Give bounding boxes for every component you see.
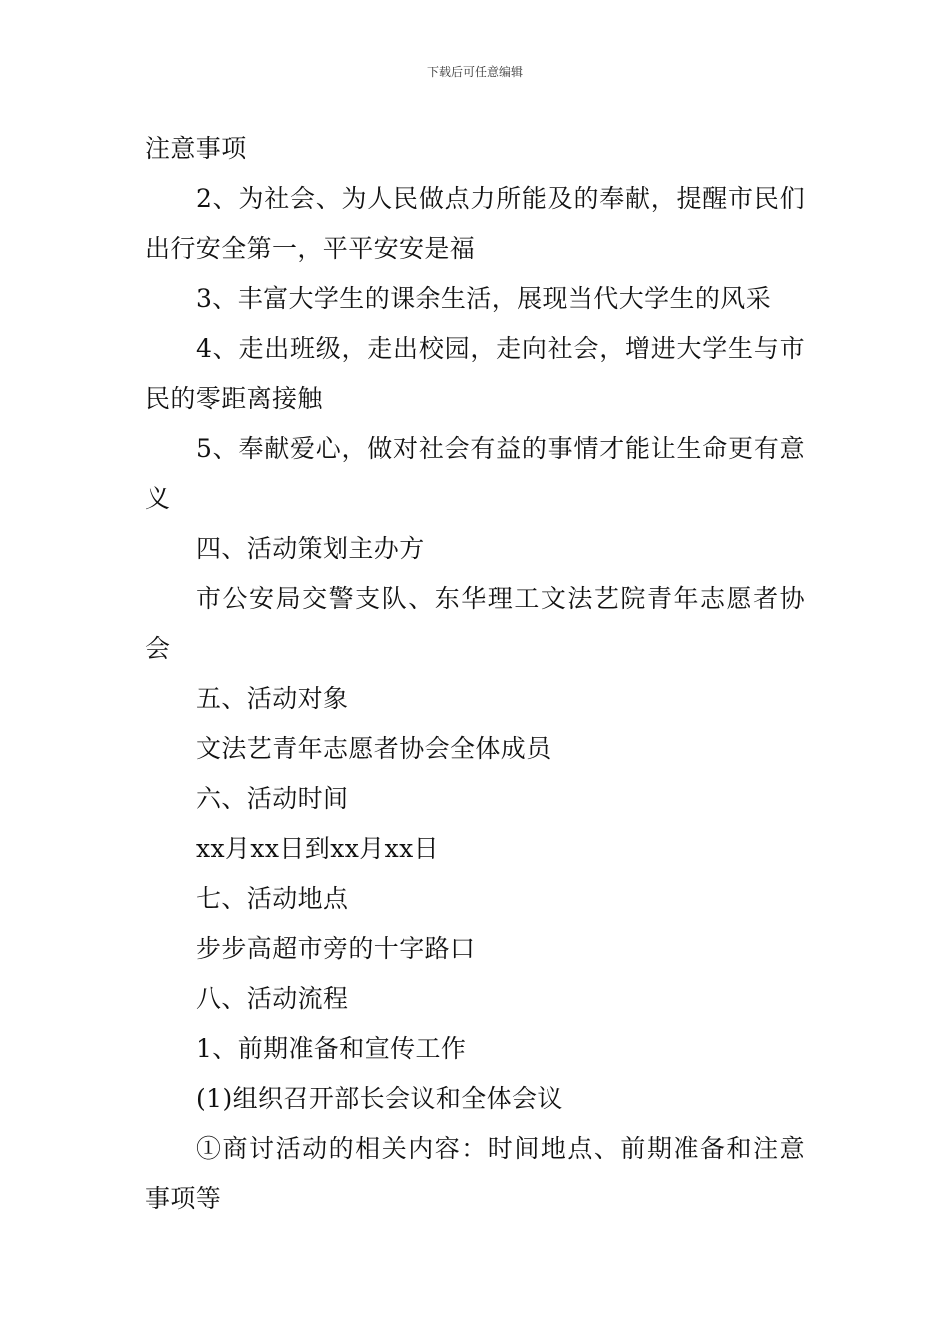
paragraph-item-2: 2、为社会、为人民做点力所能及的奉献，提醒市民们出行安全第一，平平安安是福 (145, 184, 805, 263)
paragraph-item-4: 4、走出班级，走出校园，走向社会，增进大学生与市民的零距离接触 (145, 334, 805, 413)
paragraph-process-step-1: 1、前期准备和宣传工作 (196, 1034, 467, 1063)
paragraph-organizer: 市公安局交警支队、东华理工文法艺院青年志愿者协会 (145, 584, 805, 663)
document-body (145, 124, 805, 1224)
paragraph-notes-heading: 注意事项 (145, 134, 247, 163)
paragraph-process-substep-1: (1)组织召开部长会议和全体会议 (196, 1084, 563, 1113)
section-heading-organizer: 四、活动策划主办方 (196, 534, 425, 563)
paragraph-item-3: 3、丰富大学生的课余生活，展现当代大学生的风采 (196, 284, 772, 313)
section-heading-location: 七、活动地点 (196, 884, 349, 913)
paragraph-location: 步步高超市旁的十字路口 (196, 934, 476, 963)
section-heading-time: 六、活动时间 (196, 784, 349, 813)
paragraph-item-5: 5、奉献爱心，做对社会有益的事情才能让生命更有意义 (145, 434, 805, 513)
paragraph-process-substep-1-a: ①商讨活动的相关内容：时间地点、前期准备和注意事项等 (145, 1134, 805, 1213)
paragraph-time: xx月xx日到xx月xx日 (196, 834, 439, 863)
section-heading-audience: 五、活动对象 (196, 684, 349, 713)
paragraph-audience: 文法艺青年志愿者协会全体成员 (196, 734, 552, 763)
section-heading-process: 八、活动流程 (196, 984, 349, 1013)
page-header: 下载后可任意编辑 (426, 65, 523, 79)
